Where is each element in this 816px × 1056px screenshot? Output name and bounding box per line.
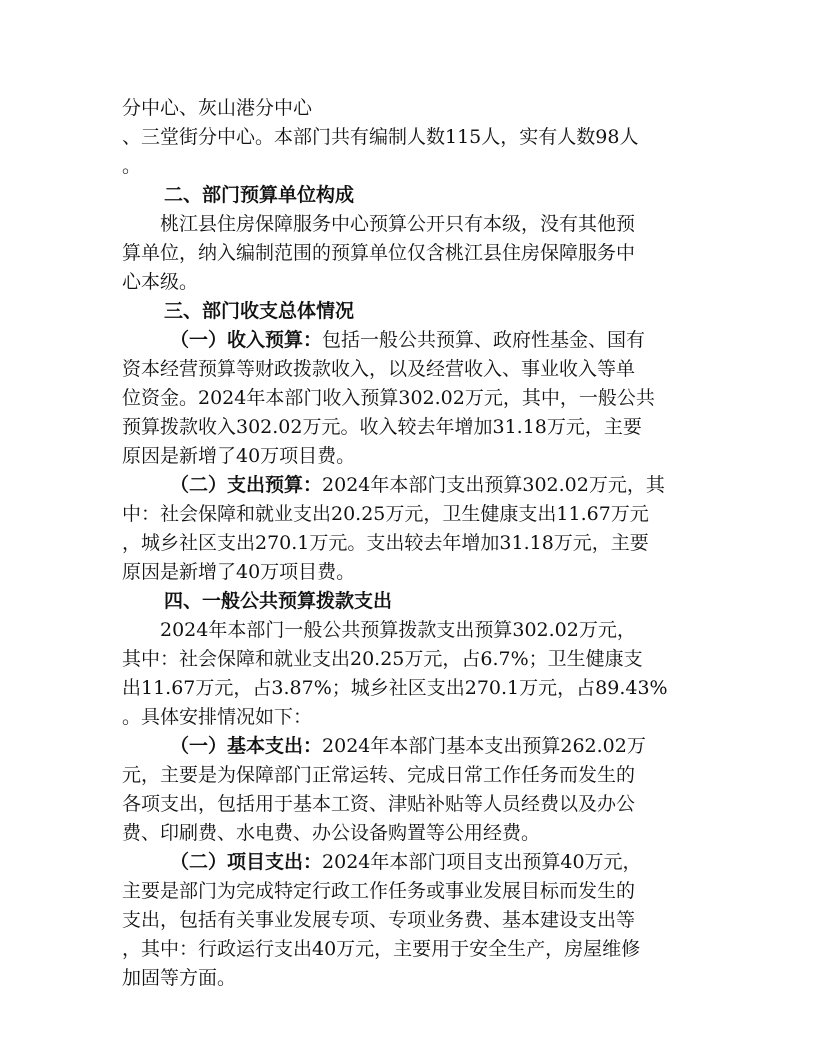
text-line [122, 848, 702, 877]
text-run: 包括一般公共预算、政府性基金、国有 [322, 329, 646, 351]
text-line: ，城乡社区支出270.1万元。支出较去年增加31.18万元，主要 [122, 532, 649, 554]
text-line: 中：社会保障和就业支出20.25万元，卫生健康支出11.67万元 [122, 503, 649, 525]
text-line: 元，主要是为保障部门正常运转、完成日常工作任务而发生的 [122, 764, 636, 786]
text-line: 出11.67万元，占3.87%；城乡社区支出270.1万元，占89.43% [122, 677, 668, 699]
text-line: 费、印刷费、水电费、办公设备购置等公用经费。 [122, 822, 541, 844]
text-line [122, 732, 702, 761]
text-line: 。具体安排情况如下： [122, 706, 313, 728]
text-line: 支出，包括有关事业发展专项、专项业务费、基本建设支出等 [122, 909, 636, 931]
text-line: 分中心、灰山港分中心 [122, 97, 313, 119]
subheading-income: （一）收入预算： [170, 329, 323, 351]
text-line: 主要是部门为完成特定行政工作任务或事业发展目标而发生的 [122, 880, 636, 902]
subheading-project-expense: （二）项目支出： [170, 851, 323, 873]
text-line: ，其中：行政运行支出40万元，主要用于安全生产，房屋维修 [122, 938, 641, 960]
subheading-expense: （二）支出预算： [170, 474, 323, 496]
text-run: 2024年本部门基本支出预算262.02万 [322, 735, 646, 757]
text-run: 2024年本部门项目支出预算40万元， [322, 851, 642, 873]
text-line: 其中：社会保障和就业支出20.25万元，占6.7%；卫生健康支 [122, 648, 643, 670]
text-line: 。 [122, 155, 142, 177]
text-line: 原因是新增了40万项目费。 [122, 445, 356, 467]
text-line: 原因是新增了40万项目费。 [122, 561, 356, 583]
text-line: 资本经营预算等财政拨款收入，以及经营收入、事业收入等单 [122, 358, 636, 380]
text-line: 预算拨款收入302.02万元。收入较去年增加31.18万元，主要 [122, 416, 642, 438]
text-line: 2024年本部门一般公共预算拨款支出预算302.02万元， [160, 619, 636, 641]
text-line [122, 471, 702, 500]
text-line: 桃江县住房保障服务中心预算公开只有本级，没有其他预 [160, 213, 636, 235]
document-body [122, 94, 702, 993]
text-line: 位资金。2024年本部门收入预算302.02万元，其中，一般公共 [122, 387, 655, 409]
text-line: 各项支出，包括用于基本工资、津贴补贴等人员经费以及办公 [122, 793, 636, 815]
section-heading-4: 四、一般公共预算拨款支出 [164, 590, 393, 612]
text-line: 加固等方面。 [122, 967, 237, 989]
text-line [122, 326, 702, 355]
subheading-basic-expense: （一）基本支出： [170, 735, 323, 757]
text-line: 心本级。 [122, 271, 199, 293]
text-line: 算单位，纳入编制范围的预算单位仅含桃江县住房保障服务中 [122, 242, 636, 264]
text-line: 、三堂街分中心。本部门共有编制人数115人，实有人数98人 [122, 126, 639, 148]
section-heading-2: 二、部门预算单位构成 [164, 184, 355, 206]
text-run: 2024年本部门支出预算302.02万元，其 [322, 474, 665, 496]
section-heading-3: 三、部门收支总体情况 [164, 300, 355, 322]
